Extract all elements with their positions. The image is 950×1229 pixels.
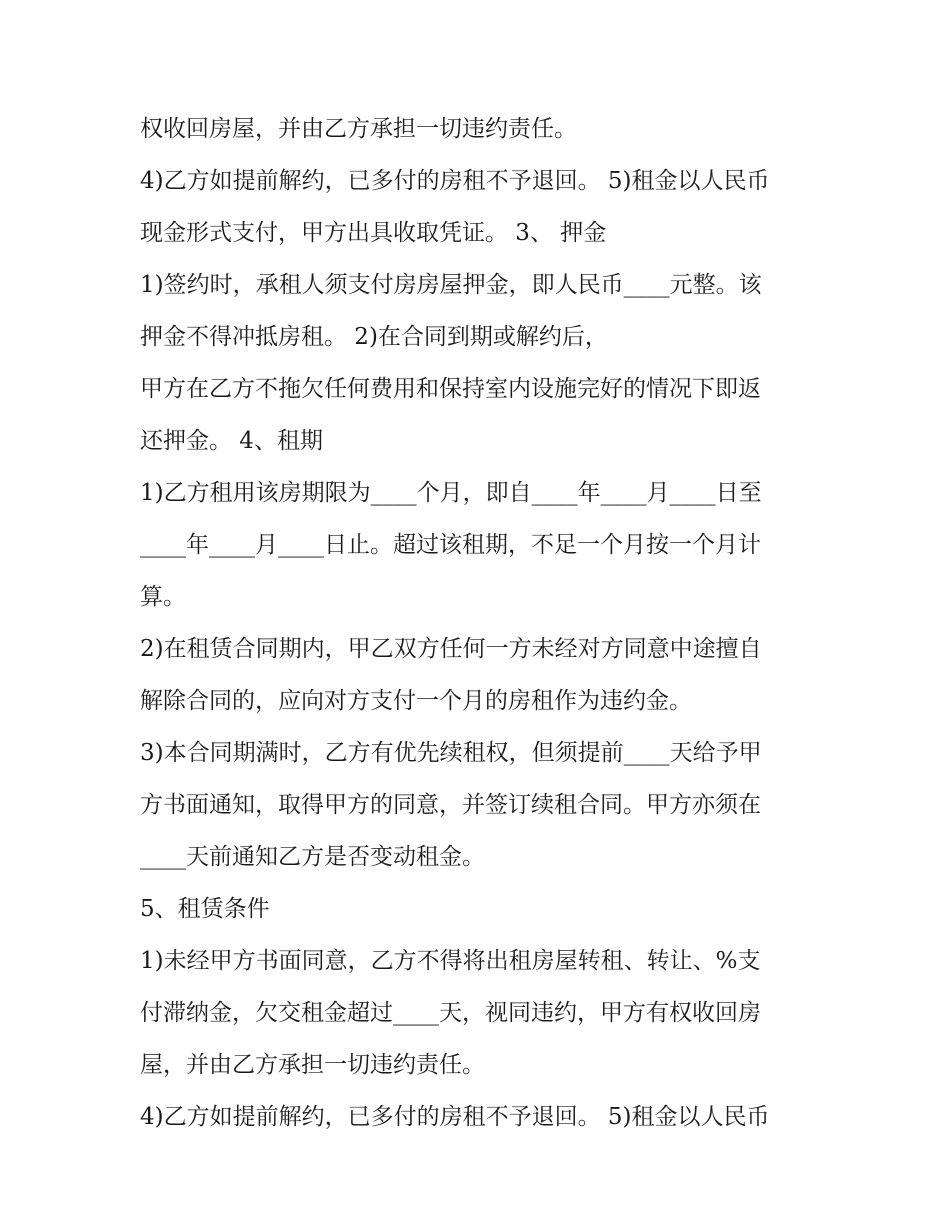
text-line: 方书面通知，取得甲方的同意，并签订续租合同。甲方亦须在: [140, 792, 761, 818]
text-line: 1)签约时，承租人须支付房房屋押金，即人民币____元整。该: [140, 272, 762, 298]
text-line: 1)乙方租用该房期限为____个月，即自____年____月____日至: [140, 480, 762, 506]
text-line: 2)在租赁合同期内，甲乙双方任何一方未经对方同意中途擅自: [140, 636, 762, 662]
text-line: 押金不得冲抵房租。 2)在合同到期或解约后，: [140, 324, 608, 350]
text-line: 4)乙方如提前解约，已多付的房租不予退回。 5)租金以人民币: [140, 1104, 770, 1130]
text-line: 现金形式支付，甲方出具收取凭证。 3、 押金: [140, 220, 607, 246]
text-line: 解除合同的，应向对方支付一个月的房租作为违约金。: [140, 688, 692, 714]
text-line: 付滞纳金，欠交租金超过____天，视同违约，甲方有权收回房: [140, 1000, 761, 1026]
text-line: 3)本合同期满时，乙方有优先续租权，但须提前____天给予甲: [140, 740, 762, 766]
document-body: [140, 103, 830, 1143]
text-line: 算。: [140, 584, 186, 610]
text-line: 1)未经甲方书面同意，乙方不得将出租房屋转租、转让、%支: [140, 948, 761, 974]
text-line: 甲方在乙方不拖欠任何费用和保持室内设施完好的情况下即返: [140, 376, 761, 402]
text-line: 5、租赁条件: [140, 896, 270, 922]
text-line: 权收回房屋，并由乙方承担一切违约责任。: [140, 116, 577, 142]
text-line: 4)乙方如提前解约，已多付的房租不予退回。 5)租金以人民币: [140, 168, 770, 194]
text-line: ____天前通知乙方是否变动租金。: [140, 844, 485, 870]
text-line: ____年____月____日止。超过该租期，不足一个月按一个月计: [140, 532, 761, 558]
text-line: 还押金。 4、租期: [140, 428, 323, 454]
text-line: 屋，并由乙方承担一切违约责任。: [140, 1052, 485, 1078]
